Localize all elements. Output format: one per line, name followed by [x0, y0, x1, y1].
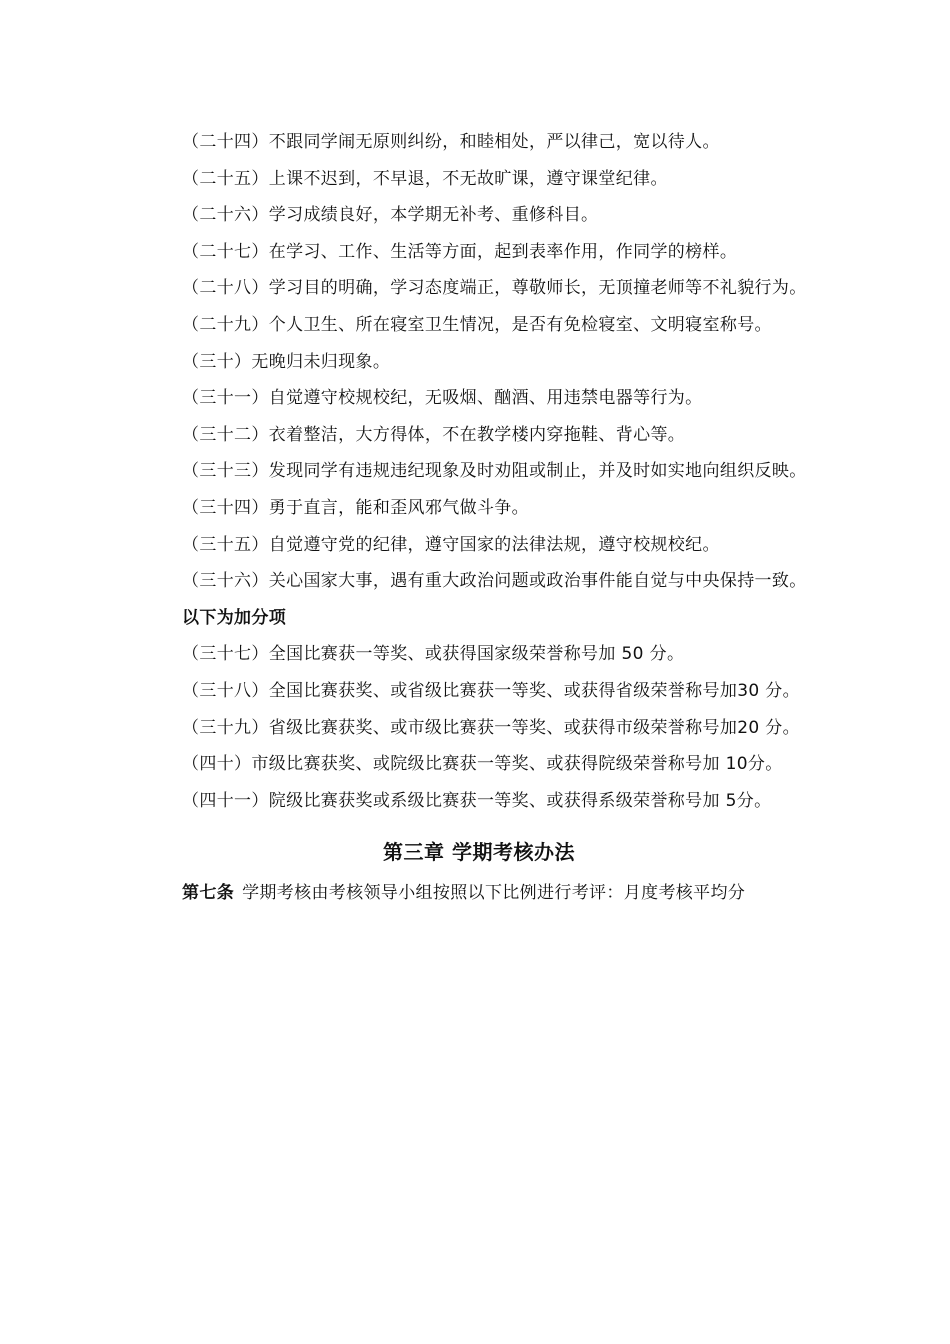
article-7-text: 学期考核由考核领导小组按照以下比例进行考评：月度考核平均分	[242, 883, 746, 904]
clause-29: （二十九）个人卫生、所在寝室卫生情况，是否有免检寝室、文明寝室称号。	[182, 314, 772, 335]
document-body	[144, 124, 814, 912]
clause-30: （三十）无晚归未归现象。	[182, 351, 391, 372]
bonus-heading: 以下为加分项	[182, 607, 287, 628]
clause-33: （三十三）发现同学有违规违纪现象及时劝阻或制止，并及时如实地向组织反映。	[182, 461, 807, 482]
clause-37: （三十七）全国比赛获一等奖、或获得国家级荣誉称号加 50 分。	[182, 644, 685, 665]
clause-28: （二十八）学习目的明确，学习态度端正，尊敬师长，无顶撞老师等不礼貌行为。	[182, 278, 807, 299]
clause-31: （三十一）自觉遵守校规校纪，无吸烟、酗酒、用违禁电器等行为。	[182, 388, 703, 409]
article-7	[144, 875, 814, 912]
article-7-lead: 第七条	[182, 883, 235, 904]
clause-39: （三十九）省级比赛获奖、或市级比赛获一等奖、或获得市级荣誉称号加20 分。	[182, 717, 800, 738]
clause-36: （三十六）关心国家大事，遇有重大政治问题或政治事件能自觉与中央保持一致。	[182, 571, 807, 592]
clause-35: （三十五）自觉遵守党的纪律，遵守国家的法律法规，遵守校规校纪。	[182, 534, 720, 555]
clause-38: （三十八）全国比赛获奖、或省级比赛获一等奖、或获得省级荣誉称号加30 分。	[182, 680, 800, 701]
clause-24: （二十四）不跟同学闹无原则纠纷，和睦相处，严以律己，宽以待人。	[182, 132, 720, 152]
clause-32: （三十二）衣着整洁，大方得体，不在教学楼内穿拖鞋、背心等。	[182, 424, 686, 445]
clause-27: （二十七）在学习、工作、生活等方面，起到表率作用，作同学的榜样。	[182, 241, 738, 262]
clause-34: （三十四）勇于直言，能和歪风邪气做斗争。	[182, 497, 529, 518]
clause-26: （二十六）学习成绩良好，本学期无补考、重修科目。	[182, 205, 599, 226]
clause-40: （四十）市级比赛获奖、或院级比赛获一等奖、或获得院级荣誉称号加 10分。	[182, 754, 783, 775]
clause-41: （四十一）院级比赛获奖或系级比赛获一等奖、或获得系级荣誉称号加 5分。	[182, 790, 772, 811]
clause-25: （二十五）上课不迟到，不早退，不无故旷课，遵守课堂纪律。	[182, 168, 668, 189]
chapter-title: 第三章 学期考核办法	[383, 840, 575, 865]
